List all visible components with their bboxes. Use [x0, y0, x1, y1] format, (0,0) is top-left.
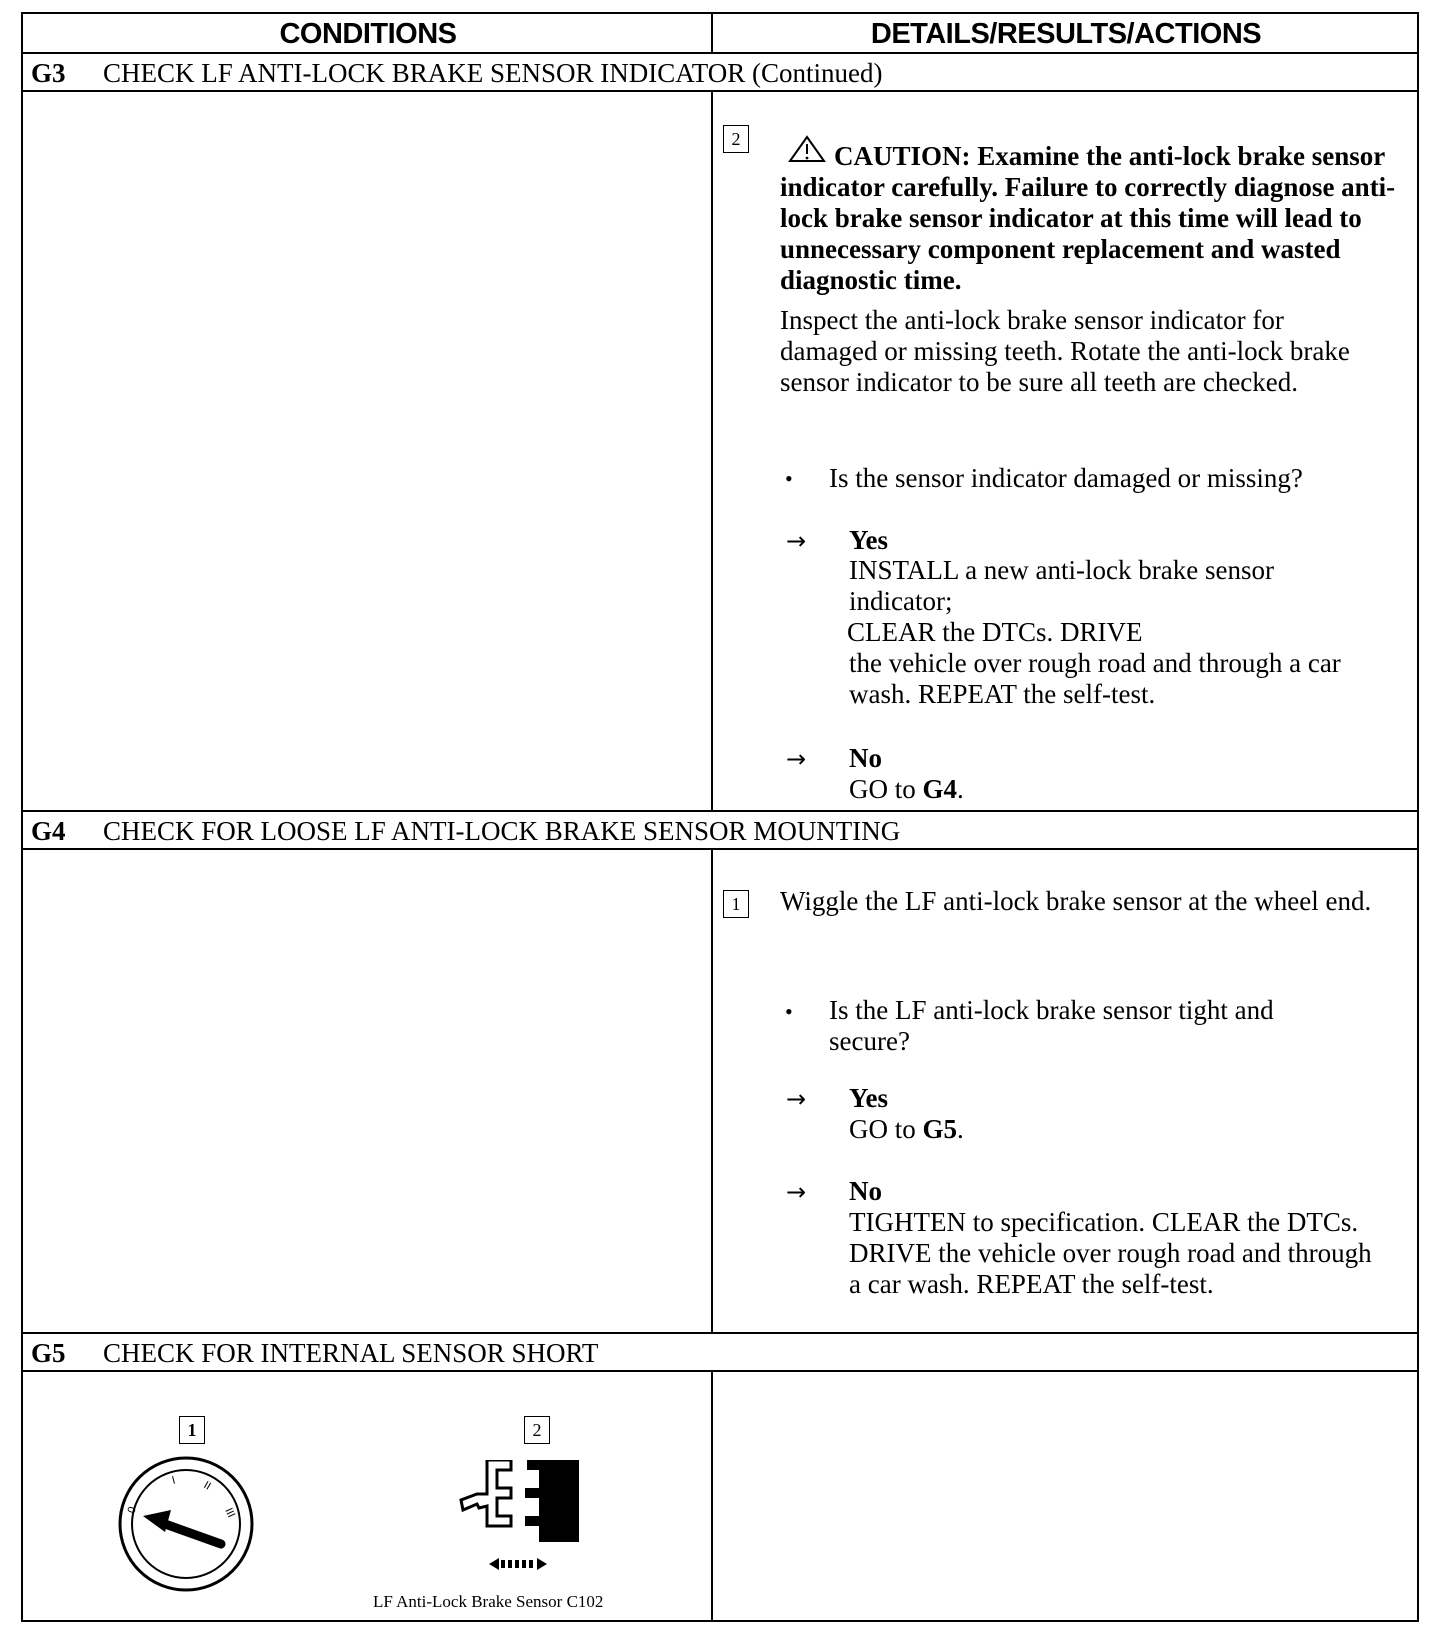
g5-step-number: G5	[31, 1338, 66, 1368]
g3-yes-action-2: CLEAR the DTCs. DRIVE	[847, 617, 1143, 647]
g3-bullet: •	[785, 466, 793, 491]
g4-no-label: No	[849, 1176, 882, 1206]
g4-yes-action-prefix: GO to	[849, 1114, 923, 1144]
g4-yes-action	[849, 1114, 964, 1145]
connector-separate-icon	[459, 1460, 599, 1570]
g3-no-action	[849, 774, 964, 805]
g4-yes-label: Yes	[849, 1083, 888, 1113]
ignition-position-2: II	[201, 1479, 213, 1493]
g3-yes-action-3: the vehicle over rough road and through a car wash. REPEAT the self-test.	[849, 648, 1341, 709]
g3-section-title	[23, 52, 1417, 92]
g3-yes-label: Yes	[849, 525, 888, 555]
details-header: DETAILS/RESULTS/ACTIONS	[870, 18, 1262, 50]
g5-column-divider	[711, 1372, 713, 1622]
ignition-position-3: III	[222, 1506, 238, 1520]
diagnostic-table	[21, 12, 1419, 1622]
ignition-switch-icon	[113, 1454, 259, 1594]
g3-question-text: Is the sensor indicator damaged or missing?	[829, 463, 1303, 493]
g3-step-number: G3	[31, 58, 66, 88]
g4-yes-action-target: G5	[922, 1114, 958, 1144]
g3-caution-text: CAUTION: Examine the anti-lock brake sensor indicator carefully. Failure to correctly diagnose anti-lock brake sensor indicator at this time will lead to unnecessary component replacement and wasted diagnostic time.	[780, 141, 1396, 295]
ignition-position-1: I	[170, 1474, 177, 1487]
g4-column-divider	[711, 850, 713, 1334]
g4-no-arrow-icon: →	[786, 1178, 807, 1206]
g5-section-title	[23, 1332, 1417, 1372]
connector-caption: LF Anti-Lock Brake Sensor C102	[373, 1592, 604, 1611]
g5-title-text: CHECK FOR INTERNAL SENSOR SHORT	[103, 1338, 599, 1368]
g4-bullet: •	[785, 999, 793, 1024]
g5-step-1-box: 1	[179, 1416, 205, 1444]
g4-section-title	[23, 810, 1417, 850]
g4-step-number: G4	[31, 816, 66, 846]
g3-no-action-target: G4	[922, 774, 958, 804]
conditions-header: CONDITIONS	[279, 18, 457, 50]
g3-yes-arrow-icon: →	[786, 527, 807, 555]
g3-title-text: CHECK LF ANTI-LOCK BRAKE SENSOR INDICATOR (Continued)	[103, 58, 883, 88]
g4-yes-arrow-icon: →	[786, 1085, 807, 1113]
g3-yes-action-1: INSTALL a new anti-lock brake sensor indicator;	[849, 555, 1274, 616]
g3-no-label: No	[849, 743, 882, 773]
ignition-position-0: 0	[125, 1505, 139, 1516]
g3-no-arrow-icon: →	[786, 745, 807, 773]
g5-step-2-box: 2	[524, 1416, 550, 1444]
g3-no-action-prefix: GO to	[849, 774, 923, 804]
g4-title-text: CHECK FOR LOOSE LF ANTI-LOCK BRAKE SENSOR MOUNTING	[103, 816, 901, 846]
g3-instruction-text: Inspect the anti-lock brake sensor indicator for damaged or missing teeth. Rotate the anti-lock brake sensor indicator to be sure all teeth are checked.	[780, 305, 1350, 397]
g3-step-box: 2	[723, 125, 749, 153]
header-divider	[711, 14, 713, 54]
g4-no-action: TIGHTEN to specification. CLEAR the DTCs. DRIVE the vehicle over rough road and through a car wash. REPEAT the self-test.	[849, 1207, 1372, 1299]
g4-yes-action-suffix: .	[957, 1114, 964, 1144]
g4-instruction-text: Wiggle the LF anti-lock brake sensor at the wheel end.	[780, 886, 1372, 916]
g3-column-divider	[711, 92, 713, 812]
g4-question-text: Is the LF anti-lock brake sensor tight and secure?	[829, 995, 1274, 1056]
g4-step-box: 1	[723, 890, 749, 918]
g3-no-action-suffix: .	[957, 774, 964, 804]
